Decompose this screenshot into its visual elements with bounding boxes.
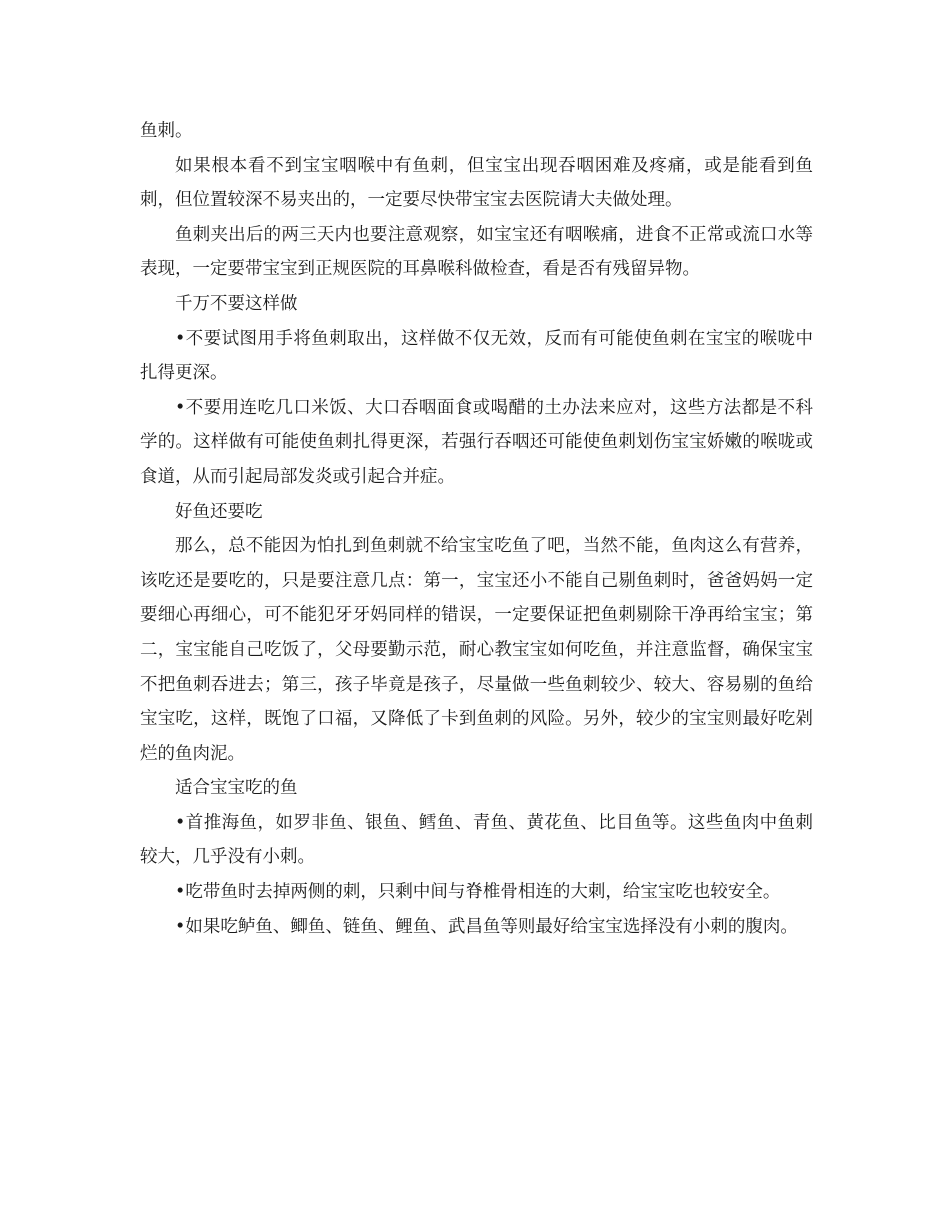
document-body: [140, 114, 813, 944]
section-heading: 好鱼还要吃: [175, 501, 263, 522]
paragraph: 鱼刺夹出后的两三天内也要注意观察，如宝宝还有咽喉痛，进食不正常或流口水等表现，一定要带宝宝到正规医院的耳鼻喉科做检查，看是否有残留异物。: [140, 224, 813, 280]
bullet-item: •吃带鱼时去掉两侧的刺，只剩中间与脊椎骨相连的大刺，给宝宝吃也较安全。: [175, 882, 781, 903]
paragraph-continuation: 鱼刺。: [140, 121, 193, 141]
bullet-item: •首推海鱼，如罗非鱼、银鱼、鳕鱼、青鱼、黄花鱼、比目鱼等。这些鱼肉中鱼刺较大，几乎没有小刺。: [140, 812, 813, 868]
section-heading: 千万不要这样做: [175, 293, 298, 314]
bullet-item: •不要试图用手将鱼刺取出，这样做不仅无效，反而有可能使鱼刺在宝宝的喉咙中扎得更深。: [140, 328, 813, 384]
paragraph: 那么，总不能因为怕扎到鱼刺就不给宝宝吃鱼了吧，当然不能，鱼肉这么有营养，该吃还是要吃的，只是要注意几点：第一，宝宝还小不能自己剔鱼刺时，爸爸妈妈一定要细心再细心，可不能犯牙牙妈同样的错误，一定要保证把鱼刺剔除干净再给宝宝；第二，宝宝能自己吃饭了，父母要勤示范，耐心教宝宝如何吃鱼，并注意监督，确保宝宝不把鱼刺吞进去；第三，孩子毕竟是孩子，尽量做一些鱼刺较少、较大、容易剔的鱼给宝宝吃，这样，既饱了口福，又降低了卡到鱼刺的风险。另外，较少的宝宝则最好吃剁烂的鱼肉泥。: [140, 536, 813, 764]
section-heading: 适合宝宝吃的鱼: [175, 778, 298, 799]
bullet-item: •不要用连吃几口米饭、大口吞咽面食或喝醋的土办法来应对，这些方法都是不科学的。这样做有可能使鱼刺扎得更深，若强行吞咽还可能使鱼刺划伤宝宝娇嫩的喉咙或食道，从而引起局部发炎或引起合并症。: [140, 397, 813, 487]
paragraph: 如果根本看不到宝宝咽喉中有鱼刺，但宝宝出现吞咽困难及疼痛，或是能看到鱼刺，但位置较深不易夹出的，一定要尽快带宝宝去医院请大夫做处理。: [140, 155, 813, 211]
bullet-item: •如果吃鲈鱼、鲫鱼、链鱼、鲤鱼、武昌鱼等则最好给宝宝选择没有小刺的腹肉。: [175, 916, 798, 937]
